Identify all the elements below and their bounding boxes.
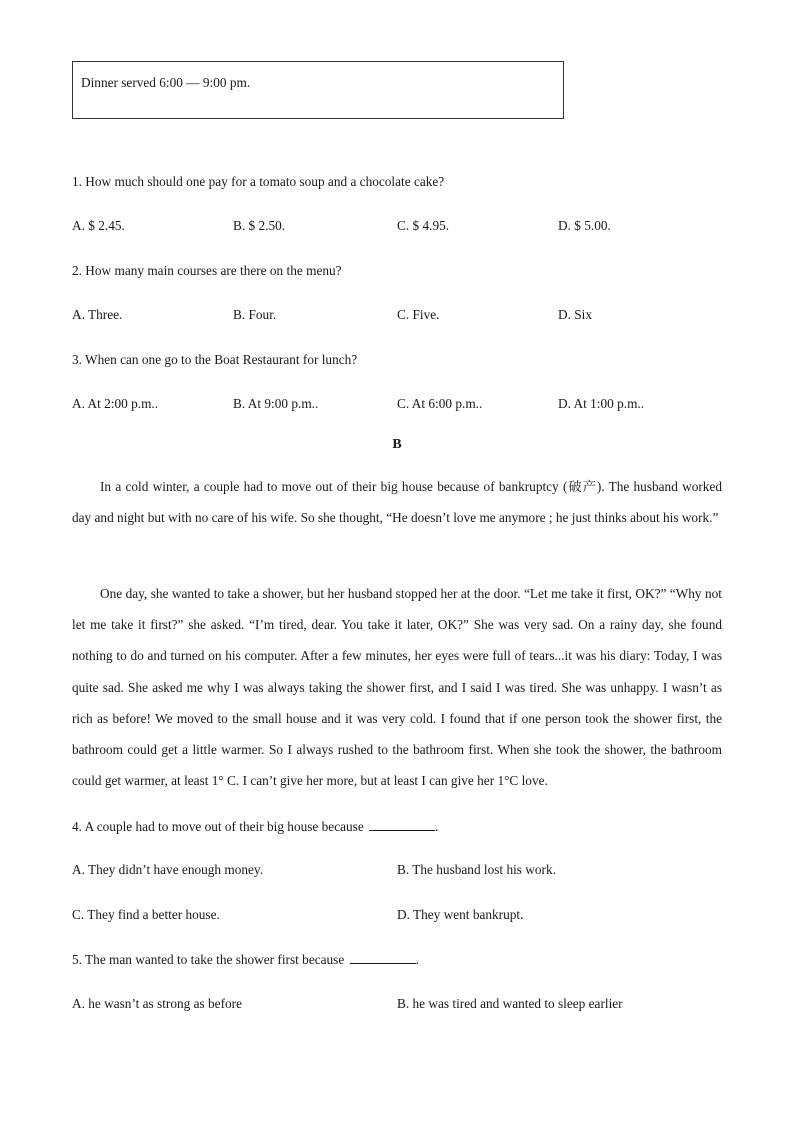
question-3-options (72, 396, 722, 414)
answer-blank (350, 951, 416, 964)
passage-paragraph-2: One day, she wanted to take a shower, but her husband stopped her at the door. “Let me take it first, OK?” “Why not let me take it first?” she asked. “I’m tired, dear. You take it later, OK?” She was very sad. On a rainy day, she found nothing to do and turned on his computer. After a few minutes, her eyes were full of tears...it was his diary: Today, I was quite sad. She asked me why I was always taking the shower first, and I said I was tired. She was unhappy. I wasn’t as rich as before! We moved to the small house and it was very cold. I found that if one person took the shower first, the bathroom could get a little warmer. So I always rushed to the bathroom first. When she took the shower, the bathroom could get warmer, at least 1° C. I can’t give her more, but at least I can give her 1°C love. (72, 586, 722, 789)
question-3: 3. When can one go to the Boat Restaurant for lunch? (72, 352, 358, 367)
notice-text: Dinner served 6:00 — 9:00 pm. (81, 75, 251, 90)
question-1: 1. How much should one pay for a tomato soup and a chocolate cake? (72, 174, 445, 189)
option-c: C. They find a better house. (72, 907, 220, 922)
question-2-options (72, 307, 722, 325)
option-c: C. At 6:00 p.m.. (397, 396, 483, 411)
option-d: D. They went bankrupt. (397, 907, 524, 922)
option-a: A. At 2:00 p.m.. (72, 396, 159, 411)
option-a: A. he wasn’t as strong as before (72, 996, 242, 1011)
question-1-options (72, 218, 722, 236)
question-4-options-row-2 (72, 907, 722, 925)
question-4-options-row-1 (72, 862, 722, 880)
question-5 (72, 951, 419, 968)
option-c: C. Five. (397, 307, 440, 322)
section-b-title: B (392, 437, 402, 452)
question-4 (72, 818, 438, 835)
option-d: D. $ 5.00. (558, 218, 611, 233)
question-5-end: . (415, 952, 419, 967)
notice-box (72, 61, 564, 119)
option-d: D. Six (558, 307, 592, 322)
question-4-end: . (435, 819, 439, 834)
question-4-text: 4. A couple had to move out of their big house because (72, 819, 364, 834)
option-b: B. he was tired and wanted to sleep earlier (397, 996, 623, 1011)
question-2: 2. How many main courses are there on the menu? (72, 263, 342, 278)
option-b: B. The husband lost his work. (397, 862, 556, 877)
answer-blank (369, 818, 435, 831)
option-a: A. $ 2.45. (72, 218, 125, 233)
question-5-options-row-1 (72, 996, 722, 1014)
option-a: A. Three. (72, 307, 123, 322)
passage-paragraph-1: In a cold winter, a couple had to move out of their big house because of bankruptcy (破产). The husband worked day and night but with no care of his wife. So she thought, “He doesn’t love me anymore ; he just thinks about his work.” (72, 479, 722, 526)
question-5-text: 5. The man wanted to take the shower first because (72, 952, 345, 967)
option-b: B. Four. (233, 307, 277, 322)
option-b: B. At 9:00 p.m.. (233, 396, 319, 411)
option-c: C. $ 4.95. (397, 218, 450, 233)
option-d: D. At 1:00 p.m.. (558, 396, 645, 411)
option-a: A. They didn’t have enough money. (72, 862, 264, 877)
option-b: B. $ 2.50. (233, 218, 286, 233)
